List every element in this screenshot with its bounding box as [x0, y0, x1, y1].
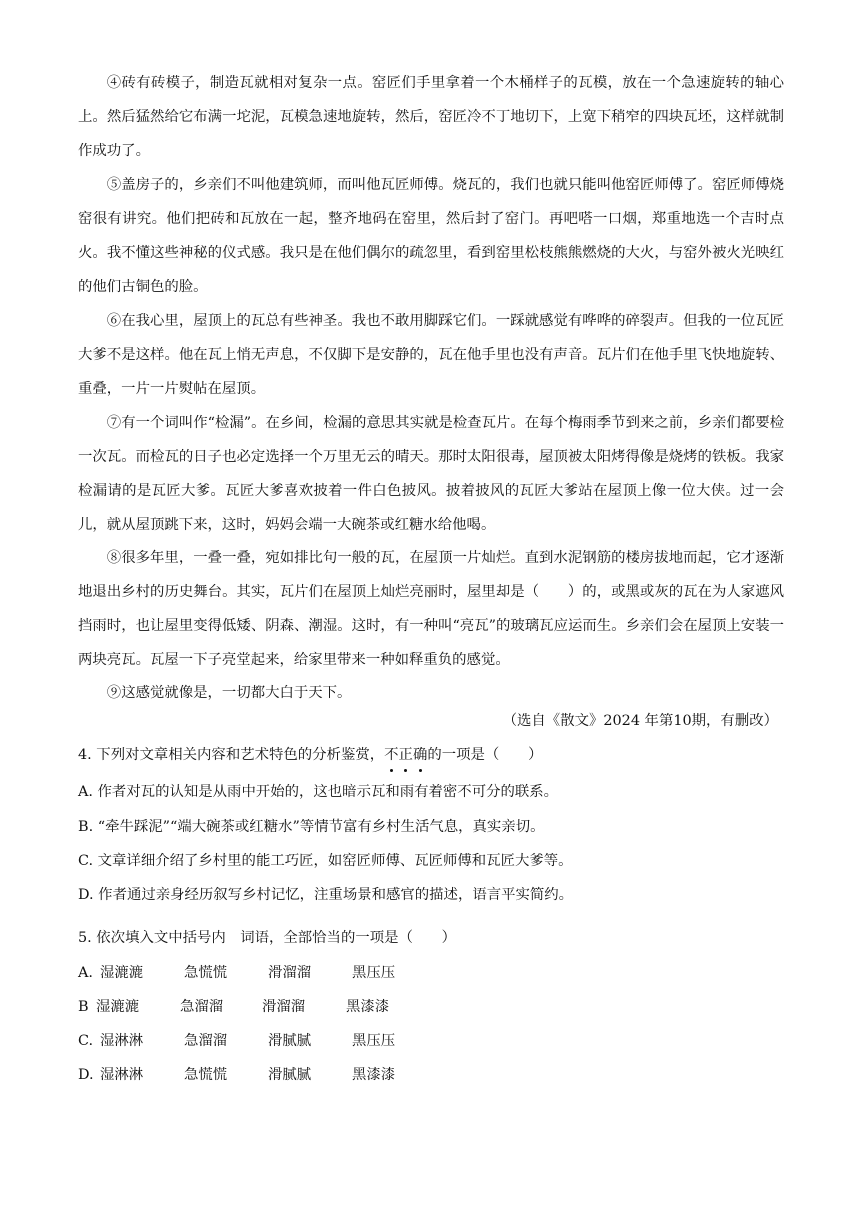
option-word: 滑腻腻 — [268, 1067, 312, 1083]
option-label: C. — [78, 1033, 94, 1049]
question-5-option-c — [78, 1029, 395, 1053]
question-4-option-b: B. “牵牛踩泥”“端大碗茶或红糖水”等情节富有乡村生活气息，真实亲切。 — [78, 819, 545, 835]
option-word: 湿淋淋 — [100, 1033, 144, 1049]
option-word: 急溜溜 — [180, 999, 224, 1015]
paragraph-9: ⑨这感觉就像是，一切都大白于天下。 — [106, 685, 352, 701]
paragraph-7: ⑦有一个词叫作“检漏”。在乡间，检漏的意思其实就是检查瓦片。在每个梅雨季节到来之前，乡亲们都要检一次瓦。而检瓦的日子也必定选择一个万里无云的晴天。那时太阳很毒，屋顶被太阳烤得像是烧烤的铁板。我家检漏请的是瓦匠大爹。瓦匠大爹喜欢披着一件白色披风。披着披风的瓦匠大爹站在屋顶上像一位大侠。过一会儿，就从屋顶跳下来，这时，妈妈会端一大碗茶或红糖水给他喝。 — [78, 415, 784, 533]
question-4-option-d: D. 作者通过亲身经历叙写乡村记忆，注重场景和感官的描述，语言平实简约。 — [78, 887, 574, 903]
option-word: 急慌慌 — [184, 965, 228, 981]
option-label: B — [78, 999, 89, 1015]
question-5-stem: 5. 依次填入文中括号内 词语，全部恰当的一项是（ ） — [78, 930, 457, 946]
question-4-option-a: A. 作者对瓦的认知是从雨中开始的，这也暗示瓦和雨有着密不可分的联系。 — [78, 784, 559, 800]
emphasis-char: 不 — [384, 743, 398, 767]
question-4-stem — [78, 743, 784, 767]
emphasis-char: 正 — [399, 743, 413, 767]
option-word: 黑漆漆 — [346, 999, 390, 1015]
option-word: 急慌慌 — [184, 1067, 228, 1083]
paragraph-4: ④砖有砖模子，制造瓦就相对复杂一点。窑匠们手里拿着一个木桶样子的瓦模，放在一个急速旋转的轴心上。然后猛然给它布满一坨泥，瓦模急速地旋转，然后，窑匠冷不丁地切下，上宽下稍窄的四块瓦坯，这样就制作成功了。 — [78, 75, 784, 159]
option-word: 滑溜溜 — [262, 999, 306, 1015]
question-5-option-d — [78, 1063, 395, 1087]
option-word: 滑腻腻 — [268, 1033, 312, 1049]
question-5-option-b — [78, 995, 389, 1019]
option-word: 湿漉漉 — [96, 999, 140, 1015]
emphasis-char: 确 — [413, 743, 427, 767]
paragraph-5: ⑤盖房子的，乡亲们不叫他建筑师，而叫他瓦匠师傅。烧瓦的，我们也就只能叫他窑匠师傅了。窑匠师傅烧窑很有讲究。他们把砖和瓦放在一起，整齐地码在窑里，然后封了窑门。再吧嗒一口烟，郑重地选一个吉时点火。我不懂这些神秘的仪式感。我只是在他们偶尔的疏忽里，看到窑里松枝熊熊燃烧的大火，与窑外被火光映红的他们古铜色的脸。 — [78, 177, 784, 295]
option-word: 黑漆漆 — [352, 1067, 396, 1083]
question-4-emphasis — [384, 747, 427, 763]
question-4-stem-after: 的一项是（ ） — [427, 747, 543, 763]
option-word: 滑溜溜 — [268, 965, 312, 981]
option-label: D. — [78, 1067, 94, 1083]
question-4-stem-before: 4. 下列对文章相关内容和艺术特色的分析鉴赏， — [78, 747, 385, 763]
option-word: 黑压压 — [352, 965, 396, 981]
paragraph-6: ⑥在我心里，屋顶上的瓦总有些神圣。我也不敢用脚踩它们。一踩就感觉有哗哗的碎裂声。但我的一位瓦匠大爹不是这样。他在瓦上悄无声息，不仅脚下是安静的，瓦在他手里也没有声音。瓦片们在他手里飞快地旋转、重叠，一片一片熨帖在屋顶。 — [78, 313, 784, 397]
source-citation: （选自《散文》2024 年第10期，有删改） — [502, 713, 778, 729]
paragraph-8: ⑧很多年里，一叠一叠，宛如排比句一般的瓦，在屋顶一片灿烂。直到水泥钢筋的楼房拔地而起，它才逐渐地退出乡村的历史舞台。其实，瓦片们在屋顶上灿烂亮丽时，屋里却是（ ）的，或黑或灰的瓦在为人家遮风挡雨时，也让屋里变得低矮、阴森、潮湿。这时，有一种叫“亮瓦”的玻璃瓦应运而生。乡亲们会在屋顶上安装一两块亮瓦。瓦屋一下子亮堂起来，给家里带来一种如释重负的感觉。 — [78, 550, 784, 668]
option-word: 急溜溜 — [184, 1033, 228, 1049]
question-5-option-a — [78, 961, 395, 985]
question-4-option-c: C. 文章详细介绍了乡村里的能工巧匠，如窑匠师傅、瓦匠师傅和瓦匠大爹等。 — [78, 853, 573, 869]
option-label: A. — [78, 965, 93, 981]
option-word: 黑压压 — [352, 1033, 396, 1049]
option-word: 湿漉漉 — [100, 965, 144, 981]
option-word: 湿淋淋 — [100, 1067, 144, 1083]
